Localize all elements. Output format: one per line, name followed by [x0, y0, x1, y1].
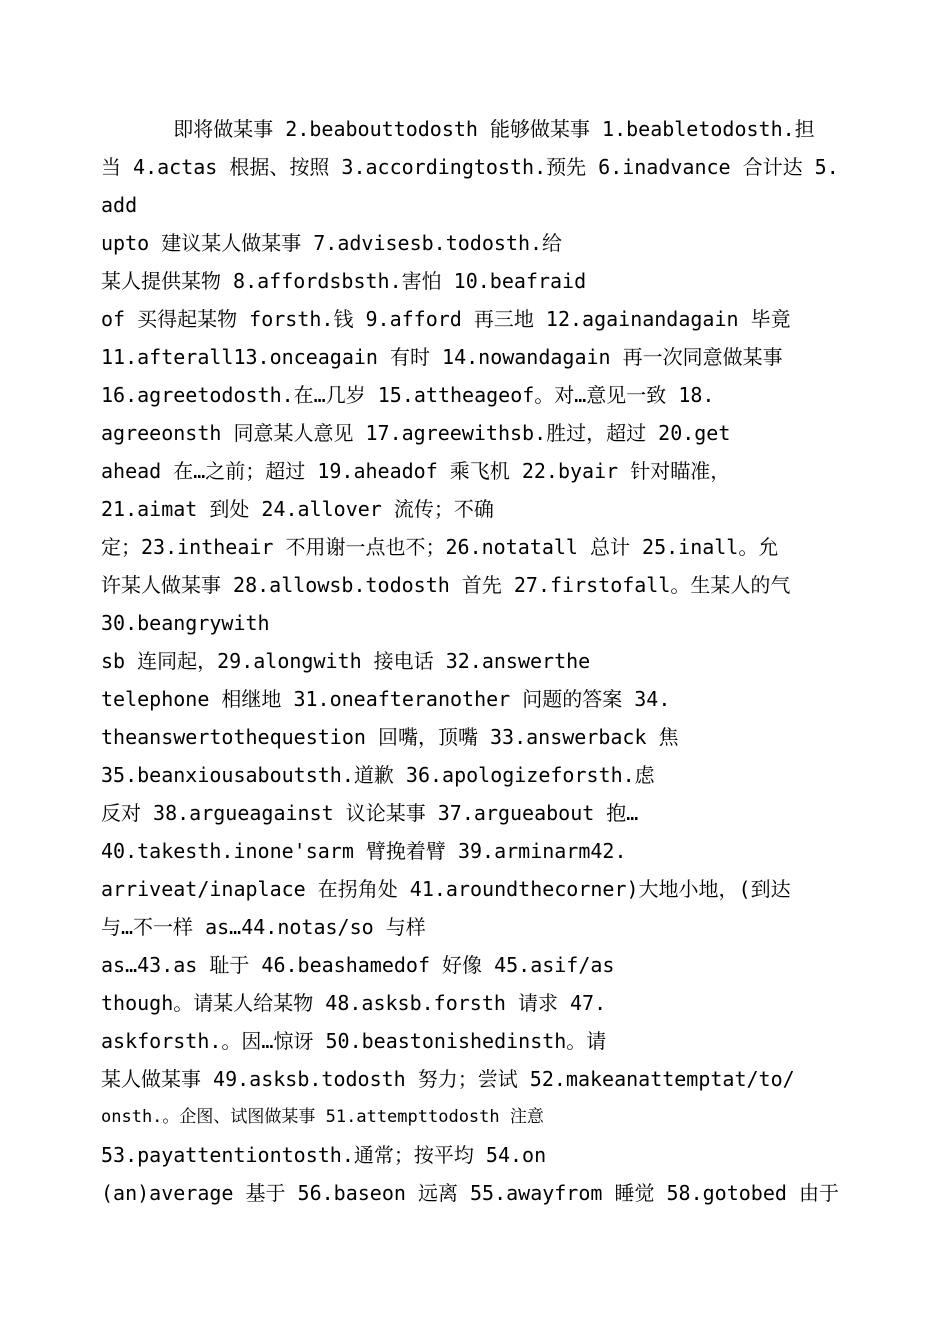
- text-line-16: telephone 相继地 31.oneafteranother 问题的答案 34.: [101, 687, 671, 711]
- text-line-11: 21.aimat 到处 24.allover 流传；不确: [101, 497, 494, 521]
- text-line-10: ahead 在…之前；超过 19.aheadof 乘飞机 22.byair 针对瞄准，: [101, 459, 731, 483]
- text-line-9: agreeonsth 同意某人意见 17.agreewithsb.胜过，超过 20.get: [101, 421, 731, 445]
- text-line-29: (an)average 基于 56.baseon 远离 55.awayfrom 睡觉 58.gotobed 由于: [101, 1181, 839, 1205]
- text-line-12: 定；23.intheair 不用谢一点也不；26.notatall 总计 25.inall。允: [101, 535, 779, 559]
- text-line-14: 30.beangrywith: [101, 611, 270, 635]
- vocabulary-text-block: [101, 110, 891, 1212]
- text-line-28: 53.payattentiontosth.通常；按平均 54.on: [101, 1143, 547, 1167]
- text-line-21: arriveat/inaplace 在拐角处 41.aroundthecorner)大地小地，(到达: [101, 877, 791, 901]
- text-line-5: 某人提供某物 8.affordsbsth.害怕 10.beafraid: [101, 269, 587, 293]
- text-line-27: onsth.。企图、试图做某事 51.attempttodosth 注意: [101, 1107, 544, 1127]
- text-line-13: 许某人做某事 28.allowsb.todosth 首先 27.firstofall。生某人的气: [101, 573, 791, 597]
- text-line-23: as…43.as 耻于 46.beashamedof 好像 45.asif/as: [101, 953, 615, 977]
- text-line-25: askforsth.。因…惊讶 50.beastonishedinsth。请: [101, 1029, 607, 1053]
- text-line-6: of 买得起某物 forsth.钱 9.afford 再三地 12.againandagain 毕竟: [101, 307, 791, 331]
- text-line-15: sb 连同起，29.alongwith 接电话 32.answerthe: [101, 649, 591, 673]
- text-line-1: 即将做某事 2.beabouttodosth 能够做某事 1.beabletodosth.担: [101, 117, 815, 141]
- text-line-19: 反对 38.argueagainst 议论某事 37.argueabout 抱…: [101, 801, 639, 825]
- text-line-8: 16.agreetodosth.在…几岁 15.attheageof。对…意见一致 18.: [101, 383, 715, 407]
- text-line-4: upto 建议某人做某事 7.advisesb.todosth.给: [101, 231, 563, 255]
- text-line-26: 某人做某事 49.asksb.todosth 努力；尝试 52.makeanattemptat/to/: [101, 1067, 795, 1091]
- text-line-24: though。请某人给某物 48.asksb.forsth 请求 47.: [101, 991, 607, 1015]
- text-line-17: theanswertothequestion 回嘴，顶嘴 33.answerback 焦: [101, 725, 679, 749]
- text-line-7: 11.afterall13.onceagain 有时 14.nowandagain 再一次同意做某事: [101, 345, 783, 369]
- text-line-2: 当 4.actas 根据、按照 3.accordingtosth.预先 6.inadvance 合计达 5.: [101, 155, 839, 179]
- text-line-3: add: [101, 193, 138, 217]
- text-line-18: 35.beanxiousaboutsth.道歉 36.apologizeforsth.虑: [101, 763, 655, 787]
- text-line-22: 与…不一样 as…44.notas/so 与样: [101, 915, 426, 939]
- text-line-20: 40.takesth.inone'sarm 臂挽着臂 39.arminarm42.: [101, 839, 627, 863]
